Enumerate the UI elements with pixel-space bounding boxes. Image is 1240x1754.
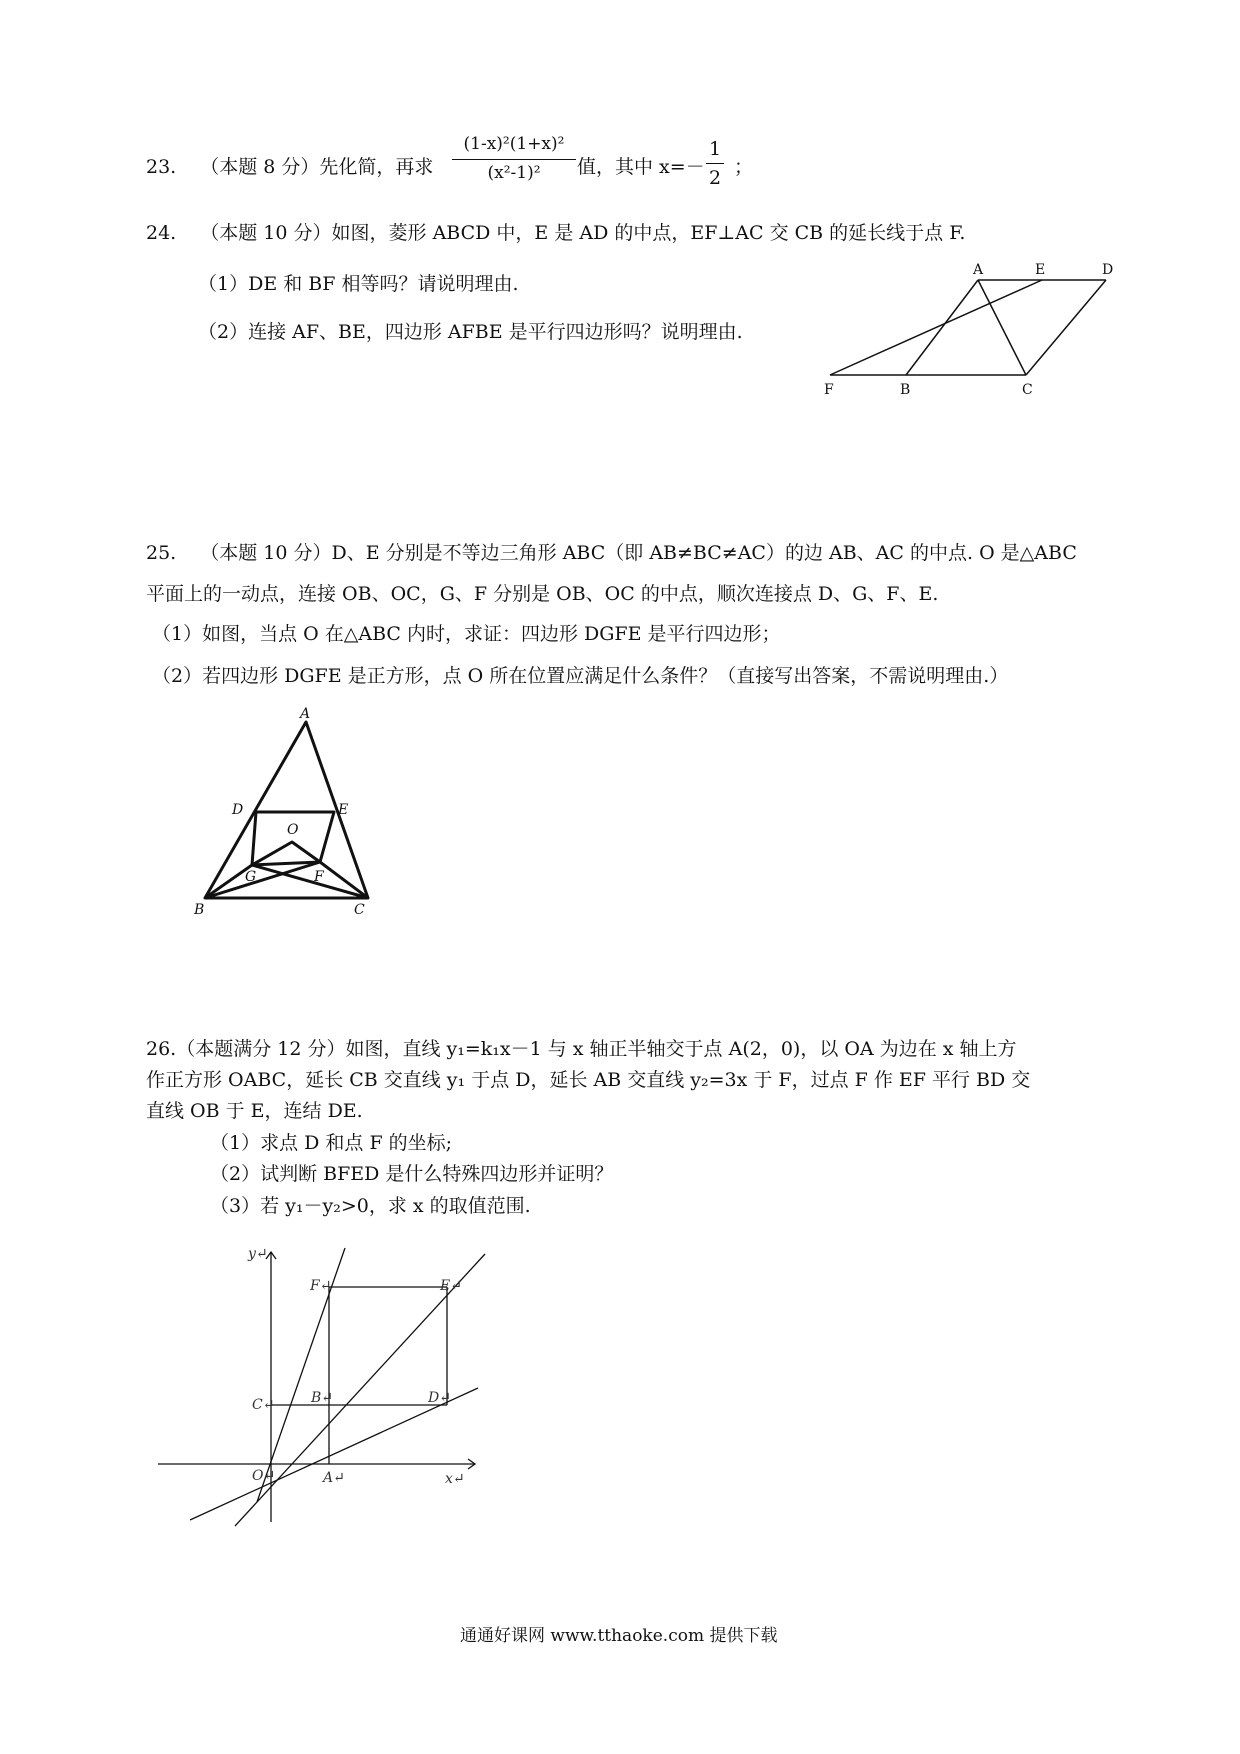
q26-coordinate-figure <box>140 1240 500 1530</box>
q26-part3: （3）若 y₁－y₂>0，求 x 的取值范围. <box>210 1195 531 1217</box>
q24-part2: （2）连接 AF、BE，四边形 AFBE 是平行四边形吗？说明理由. <box>198 321 743 343</box>
q23-text: （本题 8 分）先化简，再求 <box>200 156 434 178</box>
q23-label: 23. <box>146 156 177 178</box>
fig26-label-f: F↵ <box>310 1278 332 1294</box>
fig24-label-a: A <box>973 262 984 278</box>
fig25-label-d: D <box>232 802 244 818</box>
q24-stem-text: 如图，菱形 ABCD 中，E 是 AD 的中点，EF⊥AC 交 CB 的延长线于点 F. <box>331 222 966 244</box>
fig26-label-y: y↵ <box>248 1246 268 1262</box>
fig24-label-c: C <box>1022 382 1033 398</box>
fig24-label-b: B <box>900 382 911 398</box>
q26-part1: （1）求点 D 和点 F 的坐标; <box>210 1132 453 1154</box>
fig25-label-o: O <box>287 822 299 838</box>
fig26-label-e: E↵ <box>440 1278 462 1294</box>
q24-stem <box>146 221 965 245</box>
fig26-label-d: D↵ <box>428 1390 451 1406</box>
q25-label: 25. <box>146 542 177 564</box>
q25-stem-line1 <box>146 541 1077 565</box>
q25-part2: （2）若四边形 DGFE 是正方形，点 O 所在位置应满足什么条件？（直接写出答案，不需说明理由.） <box>152 665 1009 687</box>
q25-stem1: D、E 分别是不等边三角形 ABC（即 AB≠BC≠AC）的边 AB、AC 的中点. O 是△ABC <box>331 542 1077 564</box>
q26-stem-line2: 作正方形 OABC，延长 CB 交直线 y₁ 于点 D，延长 AB 交直线 y₂=3x 于 F，过点 F 作 EF 平行 BD 交 <box>146 1069 1031 1091</box>
q23-tail: ； <box>734 156 754 178</box>
q26-stem-line3: 直线 OB 于 E，连结 DE. <box>146 1100 363 1122</box>
q23-small-bar <box>706 163 724 164</box>
q25-points: （本题 10 分） <box>200 542 332 564</box>
fig25-label-f: F <box>314 869 324 885</box>
q24-part1: （1）DE 和 BF 相等吗？请说明理由. <box>198 273 519 295</box>
q23-middle: 值，其中 x=－ <box>577 156 705 178</box>
fig24-label-d: D <box>1102 262 1114 278</box>
fig24-label-e: E <box>1035 262 1046 278</box>
fig26-label-x: x↵ <box>445 1471 465 1487</box>
q23-denominator: (x²-1)² <box>487 163 541 183</box>
q23-frac-num: 1 <box>708 138 722 160</box>
fig25-label-a: A <box>300 706 311 722</box>
q25-stem-line2: 平面上的一动点，连接 OB、OC，G、F 分别是 OB、OC 的中点，顺次连接点 D、G、F、E. <box>146 583 939 605</box>
fig25-label-g: G <box>245 869 257 885</box>
fig25-label-c: C <box>354 902 365 914</box>
fig26-label-b: B↵ <box>311 1390 334 1406</box>
q23-fraction-bar <box>452 159 576 160</box>
q26-label: 26. <box>146 1038 177 1060</box>
fig26-label-o: O↵ <box>252 1468 276 1484</box>
q23-frac-den: 2 <box>708 167 722 189</box>
q24-label: 24. <box>146 222 177 244</box>
page-footer: 通通好课网 www.tthaoke.com 提供下载 <box>460 1626 778 1646</box>
q24-rhombus-figure <box>820 258 1130 408</box>
q24-points: （本题 10 分） <box>200 222 332 244</box>
q26-part2: （2）试判断 BFED 是什么特殊四边形并证明？ <box>210 1163 614 1185</box>
fig24-label-f: F <box>824 382 834 398</box>
fig26-label-a: A↵ <box>323 1470 345 1486</box>
q23-numerator: (1-x)²(1+x)² <box>463 134 565 154</box>
q23-line <box>146 155 433 179</box>
fig26-label-c: C↵ <box>252 1397 275 1413</box>
q25-triangle-figure <box>188 704 378 914</box>
q26-stem1: （本题满分 12 分）如图，直线 y₁=k₁x－1 与 x 轴正半轴交于点 A(2，0)，以 OA 为边在 x 轴上方 <box>176 1038 1017 1060</box>
fig25-label-e: E <box>338 802 349 818</box>
fig25-label-b: B <box>194 902 205 914</box>
q26-stem-line1 <box>146 1037 1017 1061</box>
q25-part1: （1）如图，当点 O 在△ABC 内时，求证：四边形 DGFE 是平行四边形； <box>152 623 781 645</box>
